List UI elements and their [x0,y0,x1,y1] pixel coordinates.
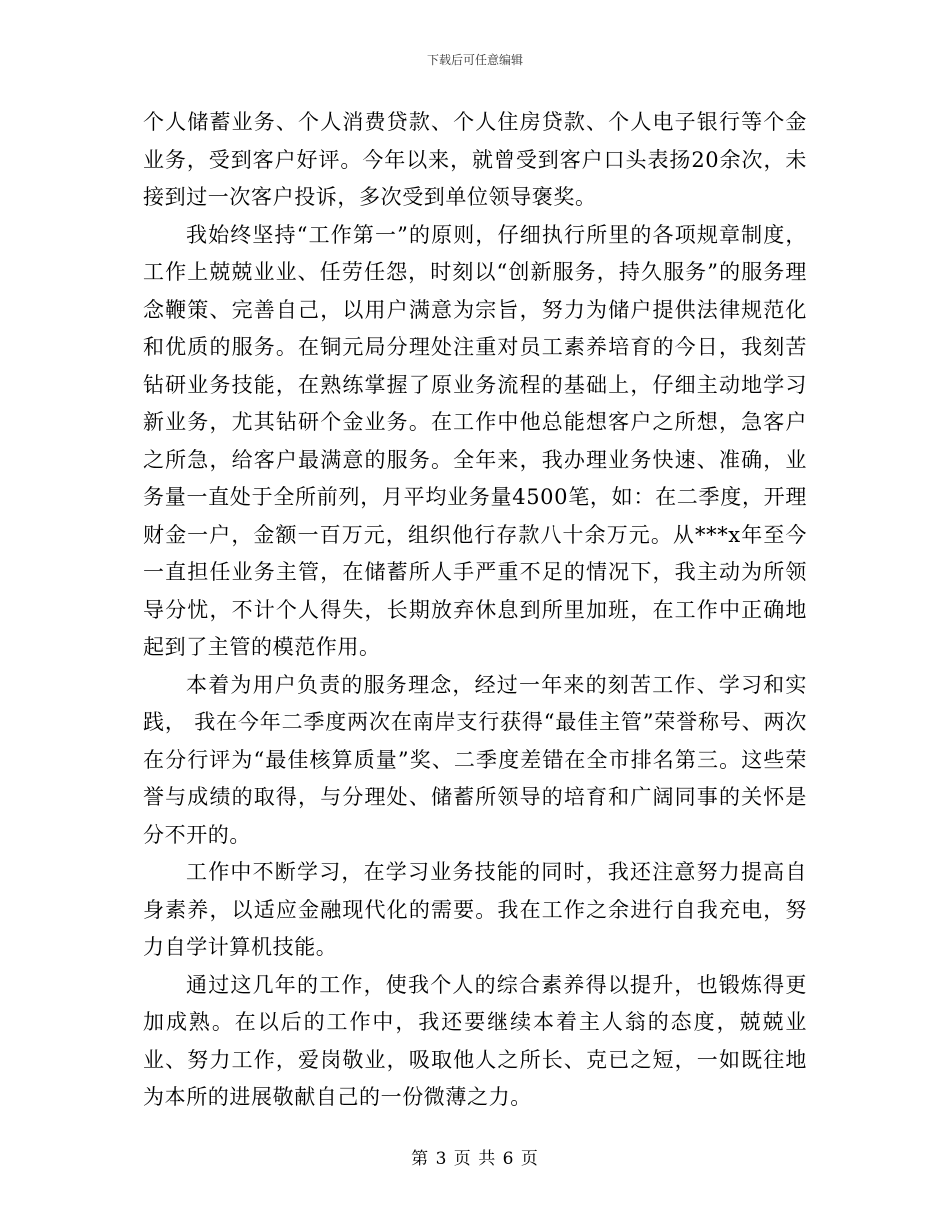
paragraph-4: 工作中不断学习，在学习业务技能的同时，我还注意努力提高自身素养，以适应金融现代化的需要。我在工作之余进行自我充电，努力自学计算机技能。 [143,860,807,959]
page-number-prefix: 第 [411,1149,430,1169]
paragraph-3: 本着为用户负责的服务理念，经过一年来的刻苦工作、学习和实践， 我在今年二季度两次在南岸支行获得“最佳主管”荣誉称号、两次在分行评为“最佳核算质量”奖、二季度差错在全市排名第三。这些荣誉与成绩的取得，与分理处、储蓄所领导的培育和广阔同事的关怀是分不开的。 [143,672,807,847]
paragraph-2: 我始终坚持“工作第一”的原则，仔细执行所里的各项规章制度，工作上兢兢业业、任劳任怨，时刻以“创新服务，持久服务”的服务理念鞭策、完善自己，以用户满意为宗旨，努力为储户提供法律规范化和优质的服务。在铜元局分理处注重对员工素养培育的今日，我刻苦钻研业务技能，在熟练掌握了原业务流程的基础上，仔细主动地学习新业务，尤其钻研个金业务。在工作中他总能想客户之所想，急客户之所急，给客户最满意的服务。全年来，我办理业务快速、准确，业务量一直处于全所前列，月平均业务量4500笔，如：在二季度，开理财金一户，金额一百万元，组织他行存款八十余万元。从***x年至今一直担任业务主管，在储蓄所人手严重不足的情况下，我主动为所领导分忧，不计个人得失，长期放弃休息到所里加班，在工作中正确地起到了主管的模范作用。 [143,222,807,659]
current-page-number: 3 [435,1149,448,1169]
page-header [0,52,950,68]
paragraph-1: 个人储蓄业务、个人消费贷款、个人住房贷款、个人电子银行等个金业务，受到客户好评。今年以来，就曾受到客户口头表扬20余次，未接到过一次客户投诉，多次受到单位领导褒奖。 [143,110,807,209]
document-body [143,104,807,1117]
paragraph-5: 通过这几年的工作，使我个人的综合素养得以提升，也锻炼得更加成熟。在以后的工作中，我还要继续本着主人翁的态度，兢兢业业、努力工作，爱岗敬业，吸取他人之所长、克已之短，一如既往地为本所的进展敬献自己的一份微薄之力。 [143,972,807,1109]
page-number-middle: 页 共 [453,1149,497,1169]
header-note: 下载后可任意编辑 [426,53,523,67]
total-page-count: 6 [502,1149,515,1169]
page-footer [0,1148,950,1170]
page-number-suffix: 页 [520,1149,539,1169]
